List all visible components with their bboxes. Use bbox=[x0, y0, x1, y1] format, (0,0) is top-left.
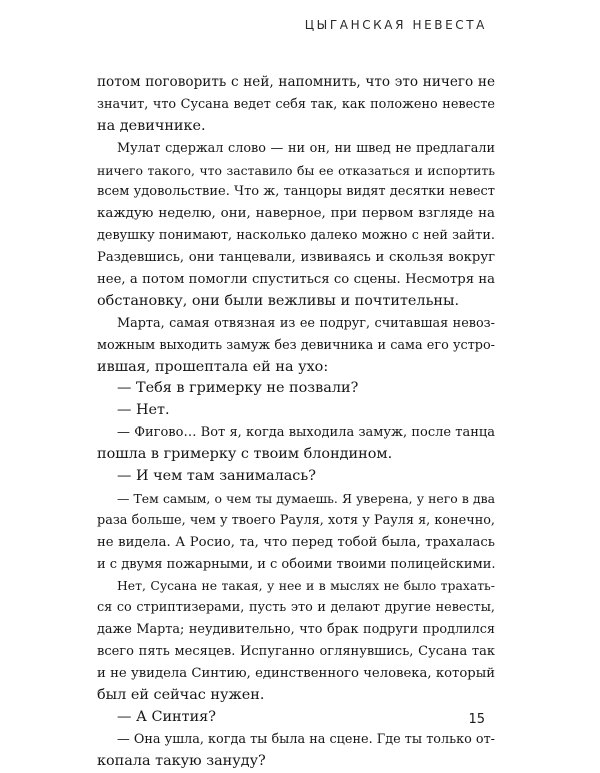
text-line: значит, что Сусана ведет себя так, как положено невесте bbox=[97, 96, 495, 112]
text-line: раза больше, чем у твоего Рауля, хотя у Рауля я, конечно, bbox=[97, 512, 495, 528]
text-line: Мулат сдержал слово — ни он, ни швед не предлагали bbox=[117, 140, 495, 156]
text-line: даже Марта; неудивительно, что брак подруги продлился bbox=[97, 622, 495, 638]
text-line: — Фигово… Вот я, когда выходила замуж, после танца bbox=[117, 425, 495, 441]
text-line: Марта, самая отвязная из ее подруг, считавшая невоз- bbox=[117, 315, 495, 331]
text-line: на девичнике. bbox=[97, 117, 206, 134]
text-line: — Нет. bbox=[117, 402, 170, 419]
text-line: всего пять месяцев. Испуганно оглянувшись, Сусана так bbox=[97, 644, 495, 660]
text-line: ившая, прошептала ей на ухо: bbox=[97, 358, 329, 375]
page-number: 15 bbox=[468, 712, 485, 727]
text-line: — И чем там занималась? bbox=[117, 468, 316, 485]
body-text bbox=[97, 72, 495, 773]
text-line: не видела. А Росио, та, что перед тобой была, трахалась bbox=[97, 534, 495, 550]
text-line: и с двумя пожарными, и с обоими твоими полицейскими. bbox=[97, 556, 496, 572]
text-line: ничего такого, что заставило бы ее отказаться и испортить bbox=[97, 162, 495, 178]
text-line: — Тем самым, о чем ты думаешь. Я уверена, у него в два bbox=[117, 490, 495, 506]
text-line: всем удовольствие. Что ж, танцоры видят десятки невест bbox=[97, 184, 495, 200]
text-line: каждую неделю, они, наверное, при первом взгляде на bbox=[97, 206, 495, 222]
text-line: был ей сейчас нужен. bbox=[97, 686, 265, 703]
text-line: — Она ушла, когда ты была на сцене. Где ты только от- bbox=[117, 731, 495, 747]
text-line: Нет, Сусана не такая, у нее и в мыслях не было трахать- bbox=[117, 578, 495, 594]
text-line: — А Синтия? bbox=[117, 708, 216, 725]
text-line: Раздевшись, они танцевали, извиваясь и скользя вокруг bbox=[97, 250, 495, 266]
text-line: и не увидела Синтию, единственного человека, который bbox=[97, 666, 495, 682]
text-line: потом поговорить с ней, напомнить, что это ничего не bbox=[97, 74, 495, 90]
text-line: — Тебя в гримерку не позвали? bbox=[117, 380, 359, 397]
running-head: ЦЫГАНСКАЯ НЕВЕСТА bbox=[304, 18, 487, 32]
text-line: можным выходить замуж без девичника и сама его устро- bbox=[97, 337, 495, 353]
text-line: копала такую зануду? bbox=[97, 752, 266, 769]
text-line: девушку понимают, насколько далеко можно с ней зайти. bbox=[97, 228, 495, 244]
text-line: ся со стриптизерами, пусть это и делают другие невесты, bbox=[97, 600, 495, 616]
text-line: нее, а потом помогли спуститься со сцены. Несмотря на bbox=[97, 272, 495, 288]
text-line: пошла в гримерку с твоим блондином. bbox=[97, 446, 393, 463]
text-line: обстановку, они были вежливы и почтительны. bbox=[97, 292, 460, 309]
